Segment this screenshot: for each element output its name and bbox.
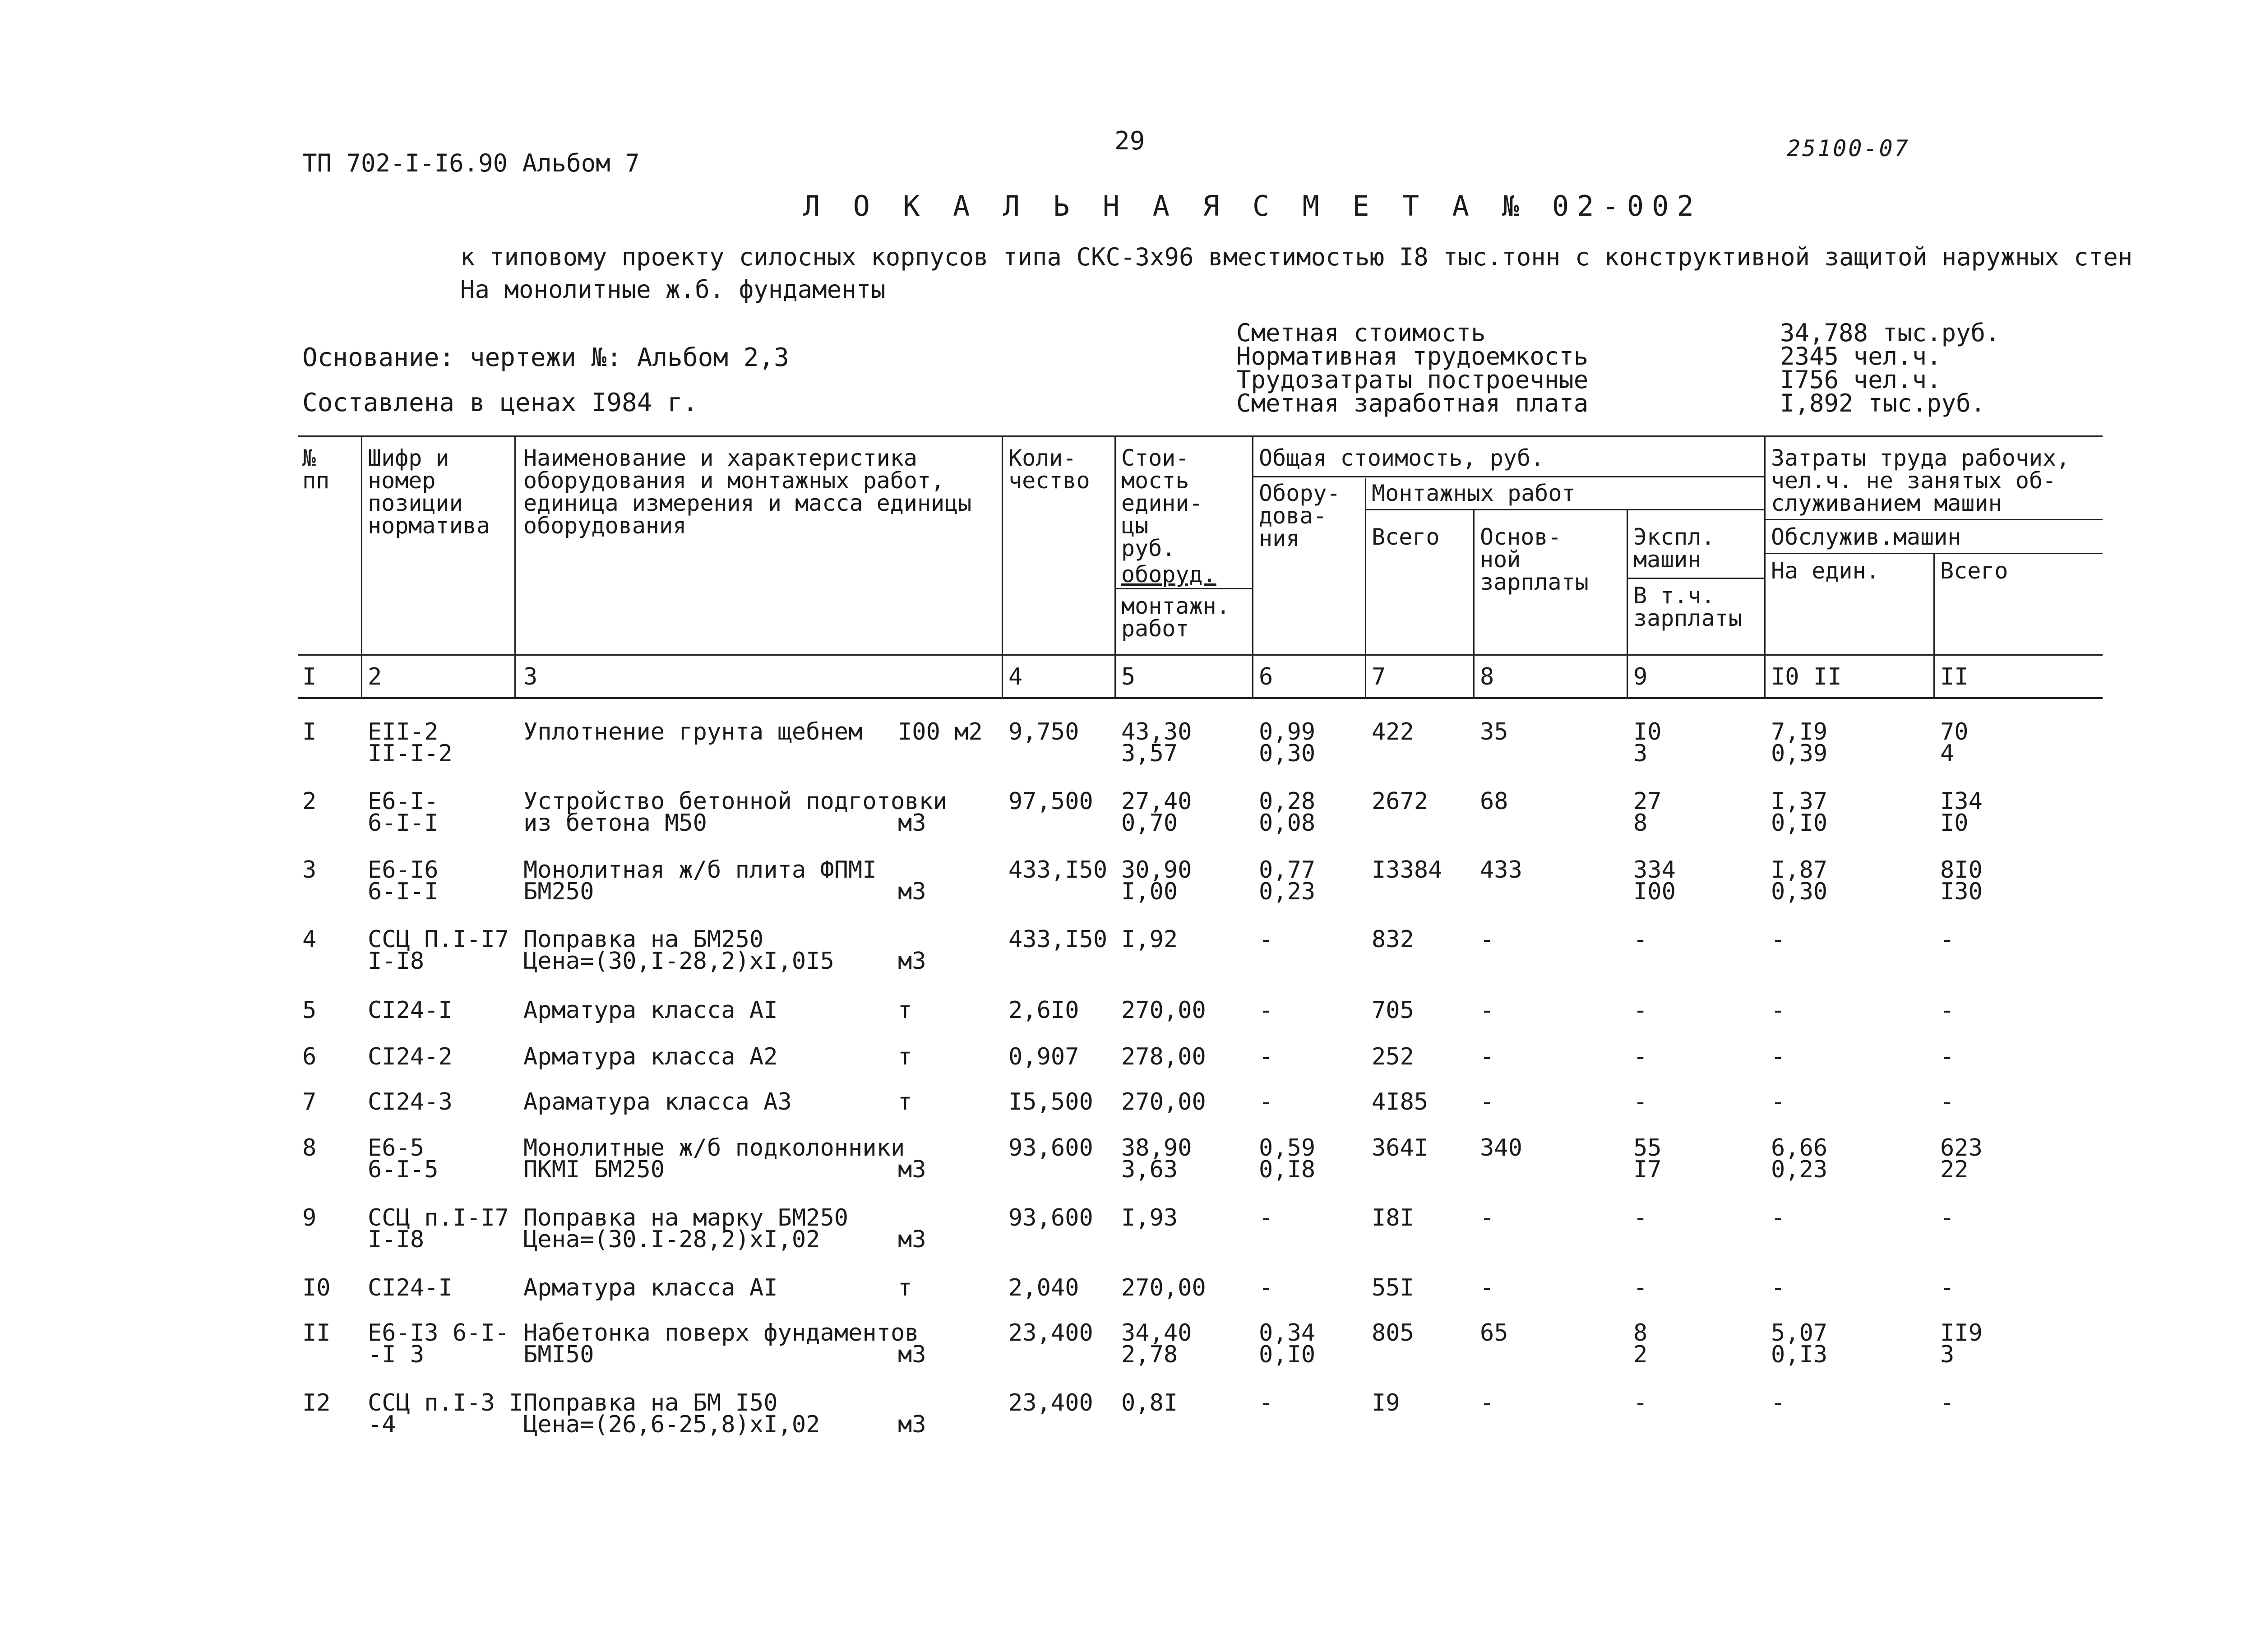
row-per-unit: 6,66 0,23: [1771, 1134, 1828, 1183]
row-machines: 334 I00: [1633, 856, 1676, 905]
col-number: 8: [1480, 663, 1494, 690]
row-equipment: -: [1259, 1274, 1273, 1301]
row-total: 705: [1372, 997, 1414, 1024]
row-total: 4I85: [1372, 1088, 1428, 1115]
row-name: Поправка на БМ I50 Цена=(26,6-25,8)хI,02: [523, 1389, 820, 1438]
col-header-install: Монтажных работ: [1372, 480, 1576, 506]
row-unit: м3: [898, 948, 926, 975]
row-code: E6-I6 6-I-I: [368, 856, 439, 905]
col-number: 6: [1259, 663, 1273, 690]
hrule: [1365, 509, 1764, 510]
vrule: [361, 435, 362, 697]
row-code: ССЦ П.I-I7 I-I8: [368, 926, 509, 975]
row-per-unit: -: [1771, 1204, 1785, 1231]
row-unit-price: 27,40 0,70: [1121, 788, 1192, 837]
col-number: II: [1940, 663, 1969, 690]
col-header-per-unit: На един.: [1771, 558, 1880, 584]
row-equipment: 0,34 0,I0: [1259, 1319, 1316, 1368]
vrule: [514, 435, 516, 697]
col-header-unit-cost-equipment: оборуд.: [1121, 561, 1216, 588]
row-name: Набетонка поверх фундаментов БМI50: [523, 1319, 919, 1368]
row-number: 2: [302, 788, 317, 815]
col-number: 5: [1121, 663, 1136, 690]
row-total: I8I: [1372, 1204, 1414, 1231]
summary-value: 34,788 тыс.руб.: [1780, 319, 2000, 347]
col-header-serv: Обслужив.машин: [1771, 524, 1961, 550]
row-number: 7: [302, 1088, 317, 1115]
row-equipment: 0,28 0,08: [1259, 788, 1316, 837]
row-per-unit: I,87 0,30: [1771, 856, 1828, 905]
summary-value: I756 чел.ч.: [1780, 366, 1942, 394]
row-unit: т: [898, 997, 912, 1024]
row-unit-price: 0,8I: [1121, 1389, 1178, 1416]
row-name: Монолитные ж/б подколонники ПКМI БМ250: [523, 1134, 905, 1183]
summary-label: Нормативная трудоемкость: [1236, 342, 1589, 370]
row-base-pay: 340: [1480, 1134, 1522, 1161]
row-base-pay: -: [1480, 1088, 1494, 1115]
row-per-unit: 7,I9 0,39: [1771, 718, 1828, 767]
row-number: I2: [302, 1389, 331, 1416]
col-header-quantity: Коли- чество: [1008, 445, 1090, 494]
col-number: 3: [523, 663, 538, 690]
row-base-pay: -: [1480, 1204, 1494, 1231]
row-equipment: -: [1259, 1389, 1273, 1416]
row-machines: -: [1633, 1204, 1648, 1231]
col-number: I0 II: [1771, 663, 1842, 690]
row-quantity: 23,400: [1008, 1389, 1093, 1416]
row-labor-total: II9 3: [1940, 1319, 1983, 1368]
row-total: 832: [1372, 926, 1414, 953]
row-quantity: 93,600: [1008, 1134, 1093, 1161]
row-machines: -: [1633, 1389, 1648, 1416]
row-per-unit: I,37 0,I0: [1771, 788, 1828, 837]
basis-text: Основание: чертежи №: Альбом 2,3: [302, 343, 789, 372]
row-number: 6: [302, 1043, 317, 1070]
document-code: 25100-07: [1787, 135, 1910, 162]
row-number: 4: [302, 926, 317, 953]
row-base-pay: 35: [1480, 718, 1508, 745]
vrule: [1252, 435, 1253, 697]
vrule: [1764, 435, 1766, 697]
summary-values: [1780, 321, 2000, 415]
header-bottom-rule: [298, 654, 2103, 656]
row-total: 55I: [1372, 1274, 1414, 1301]
subtitle-line-2: На монолитные ж.б. фундаменты: [460, 275, 886, 304]
row-machines: -: [1633, 997, 1648, 1024]
colnum-bottom-rule: [298, 697, 2103, 699]
row-total: I9: [1372, 1389, 1400, 1416]
row-unit-price: 30,90 I,00: [1121, 856, 1192, 905]
col-header-base-pay: Основ- ной зарплаты: [1480, 524, 1589, 595]
row-unit: м3: [898, 1226, 926, 1253]
row-unit-price: 270,00: [1121, 1088, 1206, 1115]
row-unit-price: I,92: [1121, 926, 1178, 953]
row-base-pay: 433: [1480, 856, 1522, 884]
row-quantity: 433,I50: [1008, 926, 1108, 953]
prices-text: Составлена в ценах I984 г.: [302, 388, 698, 417]
row-base-pay: -: [1480, 926, 1494, 953]
row-name: Устройство бетонной подготовки из бетона М50: [523, 788, 948, 837]
vrule: [1627, 510, 1628, 697]
col-header-incl-pay: В т.ч. зарплаты: [1633, 583, 1742, 631]
row-equipment: 0,77 0,23: [1259, 856, 1316, 905]
row-labor-total: -: [1940, 1043, 1955, 1070]
vrule: [1114, 435, 1116, 697]
row-code: E6-I3 6-I- -I 3: [368, 1319, 509, 1368]
page-title: Л О К А Л Ь Н А Я С М Е Т А № 02-002: [803, 190, 1702, 222]
row-unit-price: 278,00: [1121, 1043, 1206, 1070]
row-labor-total: -: [1940, 1274, 1955, 1301]
row-number: 8: [302, 1134, 317, 1161]
vrule: [1002, 435, 1003, 697]
row-number: 5: [302, 997, 317, 1024]
row-quantity: 0,907: [1008, 1043, 1079, 1070]
row-labor-total: -: [1940, 1204, 1955, 1231]
row-labor-total: I34 I0: [1940, 788, 1983, 837]
summary-label: Сметная заработная плата: [1236, 389, 1589, 417]
row-total: 364I: [1372, 1134, 1428, 1161]
row-labor-total: 623 22: [1940, 1134, 1983, 1183]
summary-value: I,892 тыс.руб.: [1780, 389, 1986, 417]
row-total: 252: [1372, 1043, 1414, 1070]
row-unit-price: 38,90 3,63: [1121, 1134, 1192, 1183]
row-number: I: [302, 718, 317, 745]
row-labor-total: 8I0 I30: [1940, 856, 1983, 905]
col-header-all: Всего: [1372, 524, 1440, 550]
row-unit-price: 43,30 3,57: [1121, 718, 1192, 767]
row-name: Поправка на марку БМ250 Цена=(30.I-28,2)хI,02: [523, 1204, 849, 1253]
hrule: [1252, 476, 1764, 477]
row-code: E6-I- 6-I-I: [368, 788, 439, 837]
row-code: СI24-I: [368, 1274, 453, 1301]
col-header-machines: Экспл. машин: [1633, 524, 1715, 573]
col-header-equipment: Обору- дова- ния: [1259, 480, 1341, 551]
col-header-name: Наименование и характеристика оборудования и монтажных работ, единица измерения и масса единицы оборудования: [523, 445, 972, 539]
col-header-total: Всего: [1940, 558, 2008, 584]
row-machines: -: [1633, 1088, 1648, 1115]
col-number: 7: [1372, 663, 1386, 690]
row-unit: м3: [898, 1411, 926, 1438]
row-per-unit: -: [1771, 997, 1785, 1024]
row-base-pay: -: [1480, 1389, 1494, 1416]
row-machines: 8 2: [1633, 1319, 1648, 1368]
row-unit-price: I,93: [1121, 1204, 1178, 1231]
row-total: 805: [1372, 1319, 1414, 1347]
summary-label: Трудозатраты построечные: [1236, 366, 1589, 394]
row-code: E6-5 6-I-5: [368, 1134, 439, 1183]
row-quantity: 9,750: [1008, 718, 1079, 745]
row-machines: 27 8: [1633, 788, 1662, 837]
row-labor-total: -: [1940, 997, 1955, 1024]
row-labor-total: -: [1940, 1389, 1955, 1416]
summary-labels: [1236, 321, 1588, 415]
table-top-rule: [298, 435, 2103, 437]
col-number: 9: [1633, 663, 1648, 690]
row-code: EII-2 II-I-2: [368, 718, 453, 767]
col-number: 4: [1008, 663, 1023, 690]
row-base-pay: -: [1480, 1043, 1494, 1070]
row-unit-price: 270,00: [1121, 997, 1206, 1024]
row-per-unit: -: [1771, 1043, 1785, 1070]
row-quantity: I5,500: [1008, 1088, 1093, 1115]
vrule: [1365, 478, 1366, 697]
vrule: [1473, 510, 1475, 697]
row-name: Арматура класса А2: [523, 1043, 778, 1070]
row-unit: м3: [898, 1156, 926, 1183]
row-total: I3384: [1372, 856, 1442, 884]
row-quantity: 2,6I0: [1008, 997, 1079, 1024]
row-labor-total: -: [1940, 926, 1955, 953]
row-per-unit: -: [1771, 1389, 1785, 1416]
row-name: Уплотнение грунта щебнем: [523, 718, 863, 745]
row-unit: м3: [898, 878, 926, 905]
row-quantity: 97,500: [1008, 788, 1093, 815]
row-machines: -: [1633, 926, 1648, 953]
row-equipment: -: [1259, 1043, 1273, 1070]
row-code: СI24-2: [368, 1043, 453, 1070]
row-per-unit: -: [1771, 1274, 1785, 1301]
row-quantity: 23,400: [1008, 1319, 1093, 1347]
row-name: Арматура класса АI: [523, 1274, 778, 1301]
subtitle-line-1: к типовому проекту силосных корпусов типа СКС-3х96 вместимостью I8 тыс.тонн с конструктивной защитой наружных стен: [460, 243, 2133, 271]
vrule: [1933, 553, 1935, 697]
col-header-unit-cost: Стои- мость едини- цы руб.: [1121, 445, 1203, 561]
row-total: 422: [1372, 718, 1414, 745]
row-unit-price: 34,40 2,78: [1121, 1319, 1192, 1368]
row-labor-total: 70 4: [1940, 718, 1969, 767]
col-header-number: № пп: [302, 445, 330, 494]
row-code: СI24-3: [368, 1088, 453, 1115]
row-machines: 55 I7: [1633, 1134, 1662, 1183]
row-per-unit: -: [1771, 926, 1785, 953]
row-machines: -: [1633, 1043, 1648, 1070]
row-base-pay: 65: [1480, 1319, 1508, 1347]
hrule: [1114, 588, 1252, 589]
row-equipment: -: [1259, 1204, 1273, 1231]
row-number: 9: [302, 1204, 317, 1231]
row-unit: м3: [898, 1341, 926, 1368]
hrule: [1627, 578, 1764, 579]
row-code: ССЦ п.I-I7 I-I8: [368, 1204, 509, 1253]
col-header-unit-cost-install: монтажн. работ: [1121, 593, 1230, 642]
row-equipment: -: [1259, 997, 1273, 1024]
row-labor-total: -: [1940, 1088, 1955, 1115]
row-unit: т: [898, 1043, 912, 1070]
row-unit: I00 м2: [898, 718, 983, 745]
col-header-labor: Затраты труда рабочих, чел.ч. не занятых об- служиванием машин: [1771, 445, 2070, 516]
row-machines: I0 3: [1633, 718, 1662, 767]
row-unit: м3: [898, 810, 926, 837]
summary-value: 2345 чел.ч.: [1780, 342, 1942, 370]
row-name: Монолитная ж/б плита ФПМI БМ250: [523, 856, 877, 905]
row-name: Арматура класса АI: [523, 997, 778, 1024]
row-base-pay: -: [1480, 997, 1494, 1024]
row-unit-price: 270,00: [1121, 1274, 1206, 1301]
row-number: I0: [302, 1274, 331, 1301]
row-unit: т: [898, 1088, 912, 1115]
row-quantity: 433,I50: [1008, 856, 1108, 884]
hrule: [1764, 553, 2103, 554]
row-equipment: 0,99 0,30: [1259, 718, 1316, 767]
hrule: [1764, 519, 2103, 520]
row-number: 3: [302, 856, 317, 884]
summary-label: Сметная стоимость: [1236, 319, 1486, 347]
row-equipment: 0,59 0,I8: [1259, 1134, 1316, 1183]
row-base-pay: -: [1480, 1274, 1494, 1301]
row-name: Поправка на БМ250 Цена=(30,I-28,2)хI,0I5: [523, 926, 834, 975]
col-header-total-cost: Общая стоимость, руб.: [1259, 445, 1544, 471]
row-quantity: 93,600: [1008, 1204, 1093, 1231]
row-quantity: 2,040: [1008, 1274, 1079, 1301]
row-total: 2672: [1372, 788, 1428, 815]
page-number: 29: [1114, 126, 1145, 156]
row-equipment: -: [1259, 926, 1273, 953]
col-number: I: [302, 663, 317, 690]
row-unit: т: [898, 1274, 912, 1301]
row-per-unit: 5,07 0,I3: [1771, 1319, 1828, 1368]
row-equipment: -: [1259, 1088, 1273, 1115]
row-name: Араматура класса А3: [523, 1088, 792, 1115]
col-header-code: Шифр и номер позиции норматива: [368, 445, 490, 539]
row-number: II: [302, 1319, 331, 1347]
col-number: 2: [368, 663, 382, 690]
row-per-unit: -: [1771, 1088, 1785, 1115]
row-code: СI24-I: [368, 997, 453, 1024]
row-base-pay: 68: [1480, 788, 1508, 815]
row-machines: -: [1633, 1274, 1648, 1301]
row-code: ССЦ п.I-3 I -4: [368, 1389, 523, 1438]
document-reference: ТП 702-I-I6.90 Альбом 7: [302, 149, 640, 177]
